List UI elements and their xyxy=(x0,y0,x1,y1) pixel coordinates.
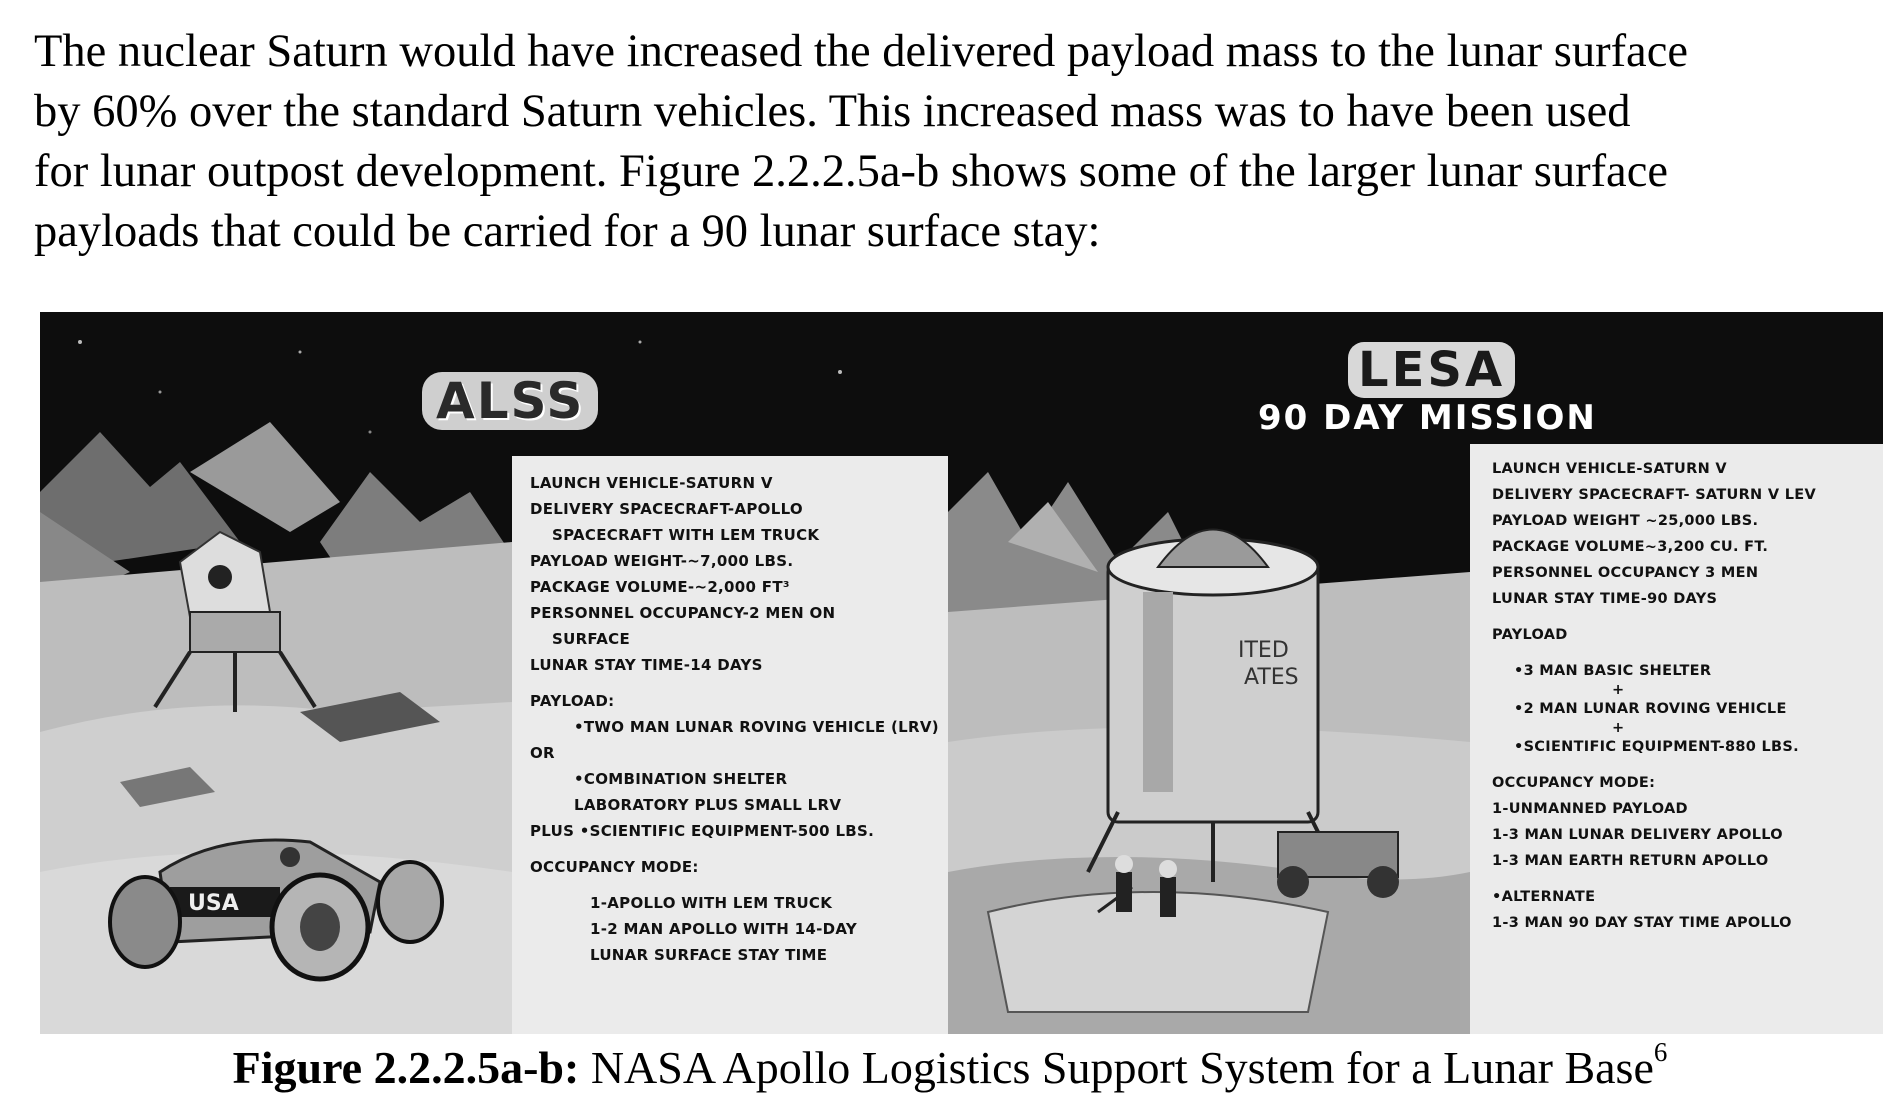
alss-spec-line: SURFACE xyxy=(552,630,631,648)
alss-spec-line: PAYLOAD: xyxy=(530,692,615,710)
alss-spec-line: •COMBINATION SHELTER xyxy=(574,770,788,788)
figure-panel-alss xyxy=(40,312,948,1034)
lesa-spec-plus: + xyxy=(1612,720,1625,736)
shelter-marking: ITED xyxy=(1238,638,1289,663)
intro-line-3: for lunar outpost development. Figure 2.2.2.5a-b shows some of the larger lunar surface xyxy=(34,146,1668,197)
alss-spec-line: LUNAR SURFACE STAY TIME xyxy=(590,946,828,964)
lesa-spec-line: 1-3 MAN EARTH RETURN APOLLO xyxy=(1492,853,1769,869)
svg-text:ATES: ATES xyxy=(1244,665,1299,690)
intro-line-4: payloads that could be carried for a 90 lunar surface stay: xyxy=(34,206,1101,257)
lesa-spec-line: 1-3 MAN LUNAR DELIVERY APOLLO xyxy=(1492,827,1783,843)
alss-spec-line: DELIVERY SPACECRAFT-APOLLO xyxy=(530,500,803,518)
lesa-spec-line: LUNAR STAY TIME-90 DAYS xyxy=(1492,591,1718,607)
lesa-spec-line: •2 MAN LUNAR ROVING VEHICLE xyxy=(1514,701,1787,717)
alss-spec-line: •TWO MAN LUNAR ROVING VEHICLE (LRV) xyxy=(574,718,939,736)
lesa-spec-line: 1-3 MAN 90 DAY STAY TIME APOLLO xyxy=(1492,915,1792,931)
intro-line-1: The nuclear Saturn would have increased the delivered payload mass to the lunar surface xyxy=(34,26,1688,77)
figure-caption-text: NASA Apollo Logistics Support System for a Lunar Base xyxy=(579,1042,1654,1093)
lesa-spec-line: •3 MAN BASIC SHELTER xyxy=(1514,663,1712,679)
lesa-spec-line: 1-UNMANNED PAYLOAD xyxy=(1492,801,1688,817)
figure-caption-ref: 6 xyxy=(1653,1037,1668,1067)
alss-spec-line: 1-2 MAN APOLLO WITH 14-DAY xyxy=(590,920,858,938)
lesa-spec-line: PERSONNEL OCCUPANCY 3 MEN xyxy=(1492,565,1759,581)
alss-spec-line: OR xyxy=(530,744,555,762)
lesa-spec-card xyxy=(1470,444,1883,1034)
lesa-spec-line: OCCUPANCY MODE: xyxy=(1492,775,1656,791)
intro-paragraph xyxy=(34,22,1874,262)
alss-spec-line: 1-APOLLO WITH LEM TRUCK xyxy=(590,894,833,912)
alss-spec-line: PAYLOAD WEIGHT-~7,000 LBS. xyxy=(530,552,794,570)
figure xyxy=(40,312,1883,1034)
rover-usa-marking: USA xyxy=(188,891,239,916)
lesa-subtitle: 90 DAY MISSION xyxy=(1258,398,1597,438)
alss-spec-line: LABORATORY PLUS SMALL LRV xyxy=(574,796,842,814)
intro-line-2: by 60% over the standard Saturn vehicles. This increased mass was to have been used xyxy=(34,86,1631,137)
lesa-spec-line: PACKAGE VOLUME~3,200 CU. FT. xyxy=(1492,539,1769,555)
figure-caption-label: Figure 2.2.2.5a-b: xyxy=(232,1042,580,1093)
alss-spec-line: LUNAR STAY TIME-14 DAYS xyxy=(530,656,763,674)
lesa-spec-line: DELIVERY SPACECRAFT- SATURN V LEV xyxy=(1492,487,1816,503)
figure-caption xyxy=(0,1037,1900,1096)
alss-spec-line: LAUNCH VEHICLE-SATURN V xyxy=(530,474,773,492)
lesa-spec-line: •ALTERNATE xyxy=(1492,889,1596,905)
alss-spec-line: OCCUPANCY MODE: xyxy=(530,858,699,876)
alss-title: ALSS xyxy=(422,372,598,430)
alss-spec-card xyxy=(512,456,948,1034)
lesa-title: LESA xyxy=(1348,342,1515,398)
lesa-spec-line: PAYLOAD WEIGHT ~25,000 LBS. xyxy=(1492,513,1759,529)
alss-spec-line: PERSONNEL OCCUPANCY-2 MEN ON xyxy=(530,604,836,622)
lesa-spec-line: PAYLOAD xyxy=(1492,627,1568,643)
lesa-spec-line: LAUNCH VEHICLE-SATURN V xyxy=(1492,461,1727,477)
lesa-spec-plus: + xyxy=(1612,682,1625,698)
alss-spec-line: PLUS •SCIENTIFIC EQUIPMENT-500 LBS. xyxy=(530,822,875,840)
lesa-spec-line: •SCIENTIFIC EQUIPMENT-880 LBS. xyxy=(1514,739,1799,755)
alss-spec-line: SPACECRAFT WITH LEM TRUCK xyxy=(552,526,820,544)
alss-spec-line: PACKAGE VOLUME-~2,000 FT³ xyxy=(530,578,790,596)
figure-panel-lesa xyxy=(948,312,1883,1034)
